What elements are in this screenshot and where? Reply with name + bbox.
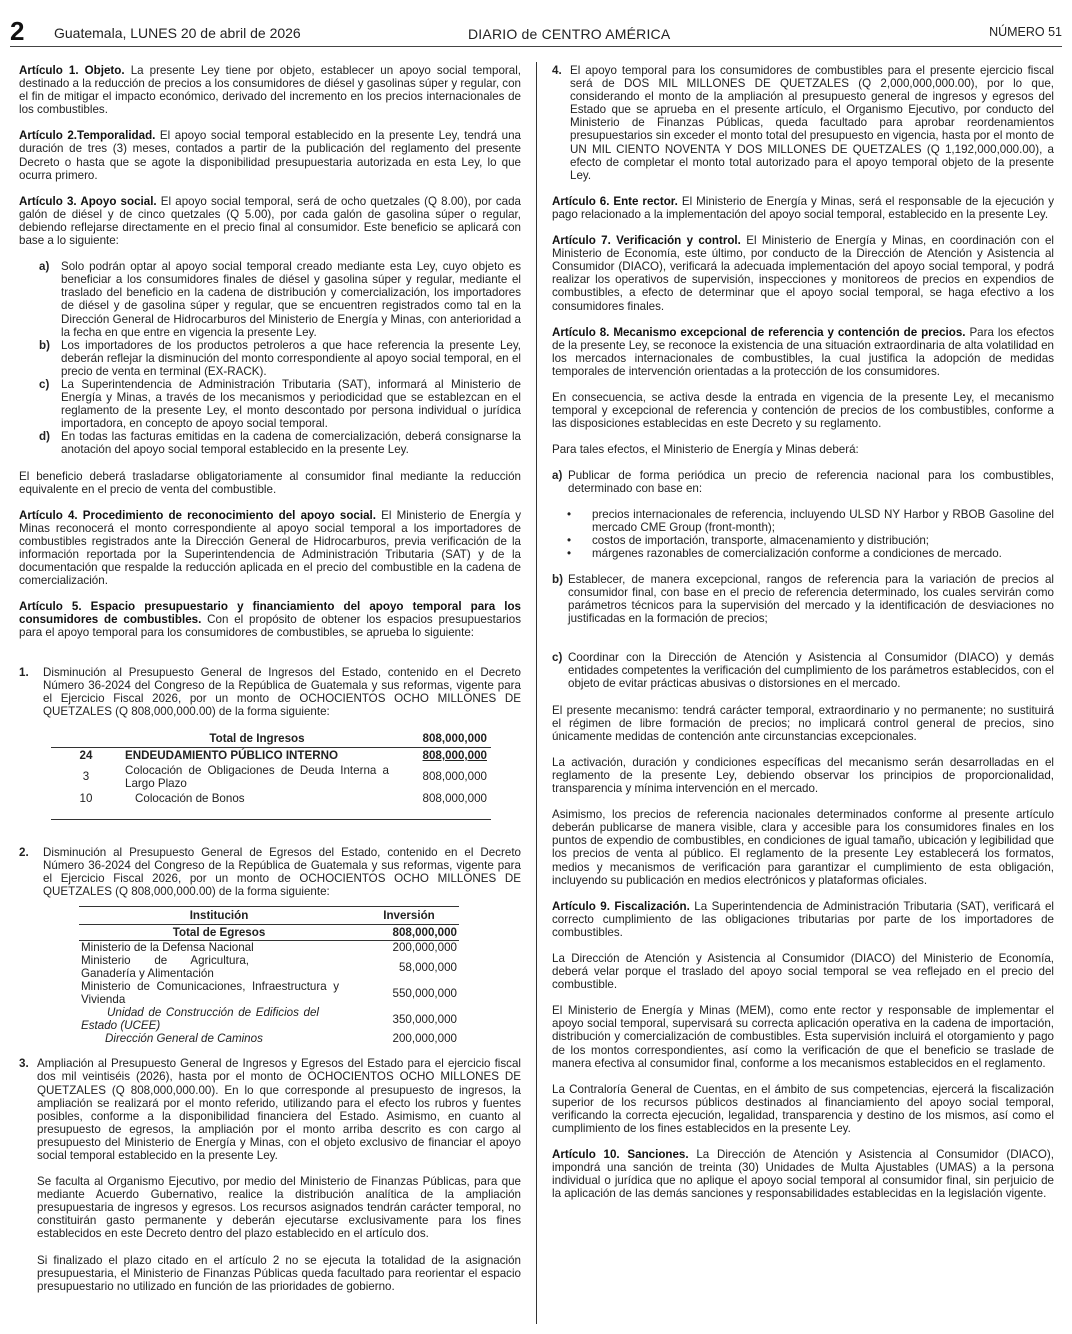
item-paragraph: Se faculta al Organismo Ejecutivo, por medio del Ministerio de Finanzas Públicas, para que mediante Acuerdo Gubernativo, realice la distribución analítica de la ampliación presupuestaria de ingresos y egresos. Los recursos asignados tendrán carácter temporal, no constituirán gasto permanente y deberán ejecutarse exclusivamente para los fines establecidos en este Decreto dentro del plazo establecido en el artículo dos.: [37, 1175, 521, 1241]
article-8-item-b: [552, 573, 1054, 625]
list-item-text: Los importadores de los productos petroleros a que hace referencia la presente Ley, deberán reflejar la disminución del monto correspondiente al apoyo social temporal, en el precio de venta en terminal (EX-RACK).: [61, 338, 521, 378]
article-6-title: Artículo 6. Ente rector.: [552, 194, 678, 208]
budget-item-3: [19, 1057, 521, 1293]
article-10-title: Artículo 10. Sanciones.: [552, 1148, 689, 1162]
table-row: [51, 791, 491, 820]
article-9-title: Artículo 9. Fiscalización.: [552, 899, 690, 913]
article-5-body: Con el propósito de obtener los espacios presupuestarios para el apoyo temporal para los consumidores de combustibles, se aprueba lo siguiente:: [19, 613, 521, 640]
row-label: ENDEUDAMIENTO PÚBLICO INTERNO: [125, 748, 338, 762]
row-amount: 808,000,000: [422, 770, 487, 784]
item-text: Coordinar con la Dirección de Atención y Asistencia al Consumidor (DIACO) y demás entidades competentes la verificación del cumplimiento de los parámetros establecidos, con el objeto de evitar prácticas abusivas o distorsiones en el mercado.: [568, 651, 1054, 691]
row-label: Ministerio de la Defensa Nacional: [81, 941, 254, 955]
article-1-title: Artículo 1. Objeto.: [19, 64, 125, 77]
item-marker: 2.: [19, 845, 29, 859]
table-header-row: [51, 731, 491, 748]
article-8-paragraph: El presente mecanismo: tendrá carácter temporal, extraordinario y no permanente; no sustituirá el régimen de libre formación de precios; no implicará control general de precios, sino únicamente medidas de contención ante circunstancias excepcionales.: [552, 703, 1054, 743]
article-4: [19, 509, 521, 588]
article-8: [552, 326, 1054, 378]
article-7-title: Artículo 7. Verificación y control.: [552, 234, 741, 248]
article-5-title: Artículo 5. Espacio presupuestario y financiamiento del apoyo temporal para los consumidores de combustibles.: [19, 600, 521, 627]
dateline: Guatemala, LUNES 20 de abril de 2026: [54, 25, 301, 41]
article-8-paragraph: La activación, duración y condiciones específicas del mecanismo serán desarrolladas en el reglamento de la presente Ley, debiendo observar los principios de proporcionalidad, transparencia y mínima intervención en el mercado.: [552, 755, 1054, 796]
bullet-item: • precios internacionales de referencia, incluyendo ULSD NY Harbor y RBOB Gasoline del mercado CME Group (front-month);: [592, 508, 1054, 534]
row-amount: 200,000,000: [392, 1032, 457, 1046]
list-item: [19, 430, 521, 456]
row-label: Colocación de Obligaciones de Deuda Interna a Largo Plazo: [125, 763, 389, 790]
article-2-body: El apoyo social temporal establecido en la presente Ley, tendrá una duración de tres (3) meses, contados a partir de la publicación del reglamento del presente Decreto o hasta que se agote la disponibilidad presupuestaria autorizada en esta Ley, lo que ocurra primero.: [19, 129, 521, 182]
article-8-paragraph: Para tales efectos, el Ministerio de Energía y Minas deberá:: [552, 443, 859, 457]
list-marker: c): [39, 377, 50, 391]
page-number: 2: [10, 16, 25, 46]
article-3-title: Artículo 3. Apoyo social.: [19, 194, 157, 208]
item-marker: 1.: [19, 665, 29, 679]
item-text: El apoyo temporal para los consumidores de combustibles para el presente ejercicio fiscal será de DOS MIL MILLONES DE QUETZALES (Q 2,000,000,000.00), por lo que, considerando el monto de la ampliación al presupuesto general de ingresos y egresos del Estado que se aprueba en el presente artículo, el Organismo Ejecutivo, por conducto del Ministerio de Finanzas Públicas, queda facultado para aprobar reordenamientos presupuestarios sin exceder el monto total del presupuesto en vigencia, hasta por el monto de UN MIL CIENTO NOVENTA Y DOS MILLONES DE QUETZALES (Q 1,192,000,000.00), a efecto de completar el monto total autorizado para el apoyo temporal objeto de la presente Ley.: [570, 64, 1055, 182]
list-item-text: La Superintendencia de Administración Tributaria (SAT), informará al Ministerio de Energía y Minas, a través de los mecanismos y periodicidad que se establezcan en el reglamento de la presente Ley, el monto descontado por persona individual o jurídica importadora, en concepto de apoyo social temporal.: [61, 377, 521, 431]
article-8-title: Artículo 8. Mecanismo excepcional de referencia y contención de precios.: [552, 325, 966, 339]
article-7: [552, 234, 1054, 313]
list-marker: b): [39, 338, 50, 352]
article-3-list: [19, 260, 521, 456]
total-ingresos-amount: 808,000,000: [393, 731, 491, 748]
column-divider: [536, 62, 537, 1324]
row-code: 3: [82, 770, 90, 784]
bullet-item: • costos de importación, transporte, almacenamiento y distribución;: [592, 534, 1054, 547]
article-8-body: Para los efectos de la presente Ley, se reconoce la existencia de una situación extraordinaria de alta volatilidad en los mercados internacionales de combustibles, la cual justifica la adopción de medidas temporales de intervención orientadas a la protección de los consumidores.: [552, 325, 1054, 378]
article-8-item-a: [552, 469, 1054, 495]
total-ingresos-label: Total de Ingresos: [121, 731, 393, 748]
row-code: 10: [51, 791, 121, 820]
list-item: [19, 339, 521, 378]
item-marker: 3.: [19, 1057, 29, 1071]
row-amount: 550,000,000: [392, 986, 457, 1000]
table-row: [51, 747, 491, 763]
item-text: Disminución al Presupuesto General de Ingresos del Estado, contenido en el Decreto Número 36-2024 del Congreso de la República de Guatemala y sus reformas, vigente para el Ejercicio Fiscal 2026, por un monto de OCHOCIENTOS OCHO MILLONES DE QUETZALES (Q 808,000,000.00) de la forma siguiente:: [43, 665, 521, 718]
item-marker: a): [552, 469, 563, 483]
page-header: [10, 16, 1062, 47]
issue-number: NÚMERO 51: [989, 25, 1062, 39]
article-3: [19, 195, 521, 247]
item-paragraph: Si finalizado el plazo citado en el artículo 2 no se ejecuta la totalidad de la asignación presupuestaria, el Ministerio de Finanzas Públicas queda facultado para reorientar el espacio presupuestario no utilizado en función de las prioridades de gobierno.: [37, 1253, 521, 1293]
list-item-text: Solo podrán optar al apoyo social temporal creado mediante esta Ley, cuyo objeto es beneficiar a los consumidores finales de diésel y gasolina súper y regular, mediante el traslado del beneficio en la cadena de distribución y comercialización, los importadores de diésel y de gasolina súper y regular, que se encuentren registrados como tal en la Dirección General de Hidrocarburos del Ministerio de Energía y Minas, con anterioridad a la fecha en que entre en vigencia la presente Ley.: [61, 260, 521, 339]
list-item-text: En todas las facturas emitidas en la cadena de comercialización, deberá consignarse la anotación del apoyo social temporal establecido en la presente Ley.: [61, 430, 521, 457]
row-label: Dirección General de Caminos: [105, 1032, 263, 1046]
row-label: Ministerio de Agricultura, Ganadería y Alimentación: [81, 954, 249, 981]
article-9-body: La Superintendencia de Administración Tributaria (SAT), verificará el correcto cumplimiento de las obligaciones tributarias por parte de los importadores de combustibles.: [552, 899, 1054, 939]
article-9-paragraph: El Ministerio de Energía y Minas (MEM), como ente rector y responsable de implementar el apoyo social temporal, supervisará su correcta aplicación operativa en la cadena de importación, distribución y comercialización de combustibles. Esta supervisión incluirá el otorgamiento y pago de los montos correspondientes, así como la verificación de que el beneficio se traslade de manera efectiva al consumidor final, conforme a los mecanismos establecidos en el reglamento.: [552, 1004, 1054, 1070]
list-marker: a): [39, 260, 50, 274]
article-1: [19, 64, 521, 116]
newspaper-title: DIARIO de CENTRO AMÉRICA: [468, 26, 671, 42]
article-2-title: Artículo 2.Temporalidad.: [19, 129, 156, 143]
budget-item-2: [19, 846, 521, 898]
item-text: Establecer, de manera excepcional, rangos de referencia para la variación de precios al consumidor final, con base en el precio de referencia determinado, los cuales servirán como parámetros técnicos para la supervisión del mercado y la identificación de desviaciones no justificadas en la formación de precios;: [568, 572, 1054, 626]
article-8-paragraph: En consecuencia, se activa desde la entrada en vigencia de la presente Ley, el mecanismo temporal y excepcional de referencia y contención de precios de los combustibles, conforme a las disposiciones establecidas en este Decreto y su reglamento.: [552, 390, 1054, 431]
article-9: [552, 900, 1054, 939]
article-4-body: El Ministerio de Energía y Minas reconocerá el monto correspondiente al apoyo social temporal a los importadores de combustibles registrados ante la Dirección General de Hidrocarburos, previa verificación de la información reportada por la Superintendencia de Administración Tributaria (SAT) y de la documentación que respalde la reducción aplicada en el precio del combustible en la cadena de comercialización.: [19, 508, 521, 588]
table-row: [51, 763, 491, 791]
list-item: [19, 378, 521, 430]
row-amount: 808,000,000: [393, 791, 491, 820]
article-5: [19, 600, 521, 639]
list-marker: d): [39, 430, 50, 444]
budget-item-4: [552, 64, 1054, 182]
reference-price-bullets: [552, 508, 1054, 560]
col-investment: Inversión: [359, 907, 459, 925]
table-total-row: [79, 925, 459, 941]
item-text: Publicar de forma periódica un precio de referencia nacional para los combustibles, determinado con base en:: [568, 469, 1054, 496]
table-row: [79, 1032, 459, 1045]
article-10-body: La Dirección de Atención y Asistencia al Consumidor (DIACO), impondrá una sanción de treinta (30) Unidades de Multa Ajustables (UMAS) a la persona individual o jurídica que no aplique el apoyo social temporal al consumidor final, sin perjuicio de la aplicación de las demás sanciones y responsabilidades establecidas en la legislación vigente.: [552, 1148, 1054, 1201]
article-3-closing: El beneficio deberá trasladarse obligatoriamente al consumidor final mediante la reducción equivalente en el precio de venta del combustible.: [19, 469, 521, 496]
article-6-body: El Ministerio de Energía y Minas, será el responsable de la ejecución y pago relacionado a la implementación del apoyo social temporal, establecido en la presente Ley.: [552, 194, 1055, 221]
right-column: [552, 64, 1054, 1213]
row-amount: 58,000,000: [398, 960, 457, 974]
total-egresos-amount: 808,000,000: [359, 925, 459, 941]
table-row: [79, 941, 459, 955]
article-6: [552, 195, 1054, 221]
article-1-body: La presente Ley tiene por objeto, establecer un apoyo social temporal, destinado a la reducción de precios a los consumidores de diésel y gasolinas súper y regular, con el fin de mitigar el impacto económico, derivado del incremento en los precios internacionales de los combustibles.: [19, 64, 521, 117]
article-10: [552, 1148, 1054, 1200]
bullet-item: • márgenes razonables de comercialización conforme a condiciones de mercado.: [592, 547, 1054, 560]
article-8-item-c: [552, 651, 1054, 690]
col-institution: Institución: [79, 907, 359, 925]
row-amount: 350,000,000: [392, 1012, 457, 1026]
item-marker: b): [552, 572, 563, 586]
article-9-paragraph: La Dirección de Atención y Asistencia al Consumidor (DIACO) del Ministerio de Economía, deberá velar porque el traslado del apoyo social temporal se vea reflejado en el precio del combustible.: [552, 951, 1054, 992]
item-marker: 4.: [552, 64, 562, 77]
row-label: Unidad de Construcción de Edificios del Estado (UCEE): [81, 1006, 319, 1033]
item-marker: c): [552, 651, 563, 665]
list-item: [19, 260, 521, 339]
article-4-title: Artículo 4. Procedimiento de reconocimiento del apoyo social.: [19, 508, 376, 522]
row-label: Colocación de Bonos: [121, 791, 393, 820]
item-text: Ampliación al Presupuesto General de Ingresos y Egresos del Estado para el ejercicio fiscal dos mil veintiséis (2026), hasta por el monto de OCHOCIENTOS OCHO MILLONES DE QUETZALES (Q 808,000,000.00). En lo que corresponde al presupuesto de ingresos, la ampliación se realizará por el monto referido, utilizando para el efecto los rubros y fuentes posibles, conforme a la disponibilidad financiera del Estado. Asimismo, en cuanto al presupuesto de egresos, la ampliación por el monto arriba descrito es con cargo al presupuesto del Ministerio de Energía y Minas, con el objeto exclusivo de financiar el apoyo social temporal establecido en la presente Ley.: [37, 1057, 521, 1162]
egresos-table: [79, 906, 459, 1045]
ingresos-table: [51, 731, 491, 820]
article-2: [19, 129, 521, 181]
table-row: [79, 1006, 459, 1032]
total-egresos-label: Total de Egresos: [79, 925, 359, 941]
row-label: Ministerio de Comunicaciones, Infraestructura y Vivienda: [81, 980, 339, 1007]
row-code: 24: [79, 748, 93, 762]
left-column: [19, 64, 521, 1306]
article-7-body: El Ministerio de Energía y Minas, en coordinación con el Ministerio de Economía, este último, por conducto de la Dirección de Atención y Asistencia al Consumidor (DIACO), verificará la adecuada implementación del apoyo social temporal, y podrá realizar los operativos de supervisión, inspecciones y monitoreos de precios en expendios de combustibles, a efecto de determinar que el apoyo social temporal, se haga efectivo a los consumidores finales.: [552, 234, 1054, 313]
article-8-paragraph: Asimismo, los precios de referencia nacionales determinados conforme al presente artículo deberán publicarse de manera visible, clara y accesible para los consumidores finales en los puntos de expendio de combustibles, en condiciones de igual tamaño, ubicación y legibilidad que los precios de venta al público. El reglamento de la presente Ley establecerá los formatos, medios y mecanismos de verificación para garantizar el cumplimiento de esta obligación, incluyendo su publicación en medios electrónicos y plataformas oficiales.: [552, 808, 1054, 887]
row-amount: 808,000,000: [422, 748, 487, 762]
table-row: [79, 954, 459, 980]
item-text: Disminución al Presupuesto General de Egresos del Estado, contenido en el Decreto Número 36-2024 del Congreso de la República de Guatemala y sus reformas, vigente para el Ejercicio Fiscal 2026, por un monto de OCHOCIENTOS OCHO MILLONES DE QUETZALES (Q 808,000,000.00) de la forma siguiente:: [43, 845, 521, 899]
article-3-body: El apoyo social temporal, será de ocho quetzales (Q 8.00), por cada galón de diésel y de cinco quetzales (Q 5.00), por cada galón de gasolina súper o regular, debiendo reflejarse directamente en el precio final al consumidor. Este beneficio se aplicará con base a lo siguiente:: [19, 194, 521, 248]
row-amount: 200,000,000: [392, 941, 457, 955]
budget-item-1: [19, 666, 521, 718]
article-9-paragraph: La Contraloría General de Cuentas, en el ámbito de sus competencias, ejercerá la fiscalización superior de los recursos públicos destinados al financiamiento del apoyo social temporal, verificando la correcta ejecución, legalidad, transparencia y destino de los mismos, así como el cumplimiento de los fines establecidos en la presente Ley.: [552, 1082, 1054, 1135]
table-header-row: [79, 907, 459, 925]
table-row: [79, 980, 459, 1006]
